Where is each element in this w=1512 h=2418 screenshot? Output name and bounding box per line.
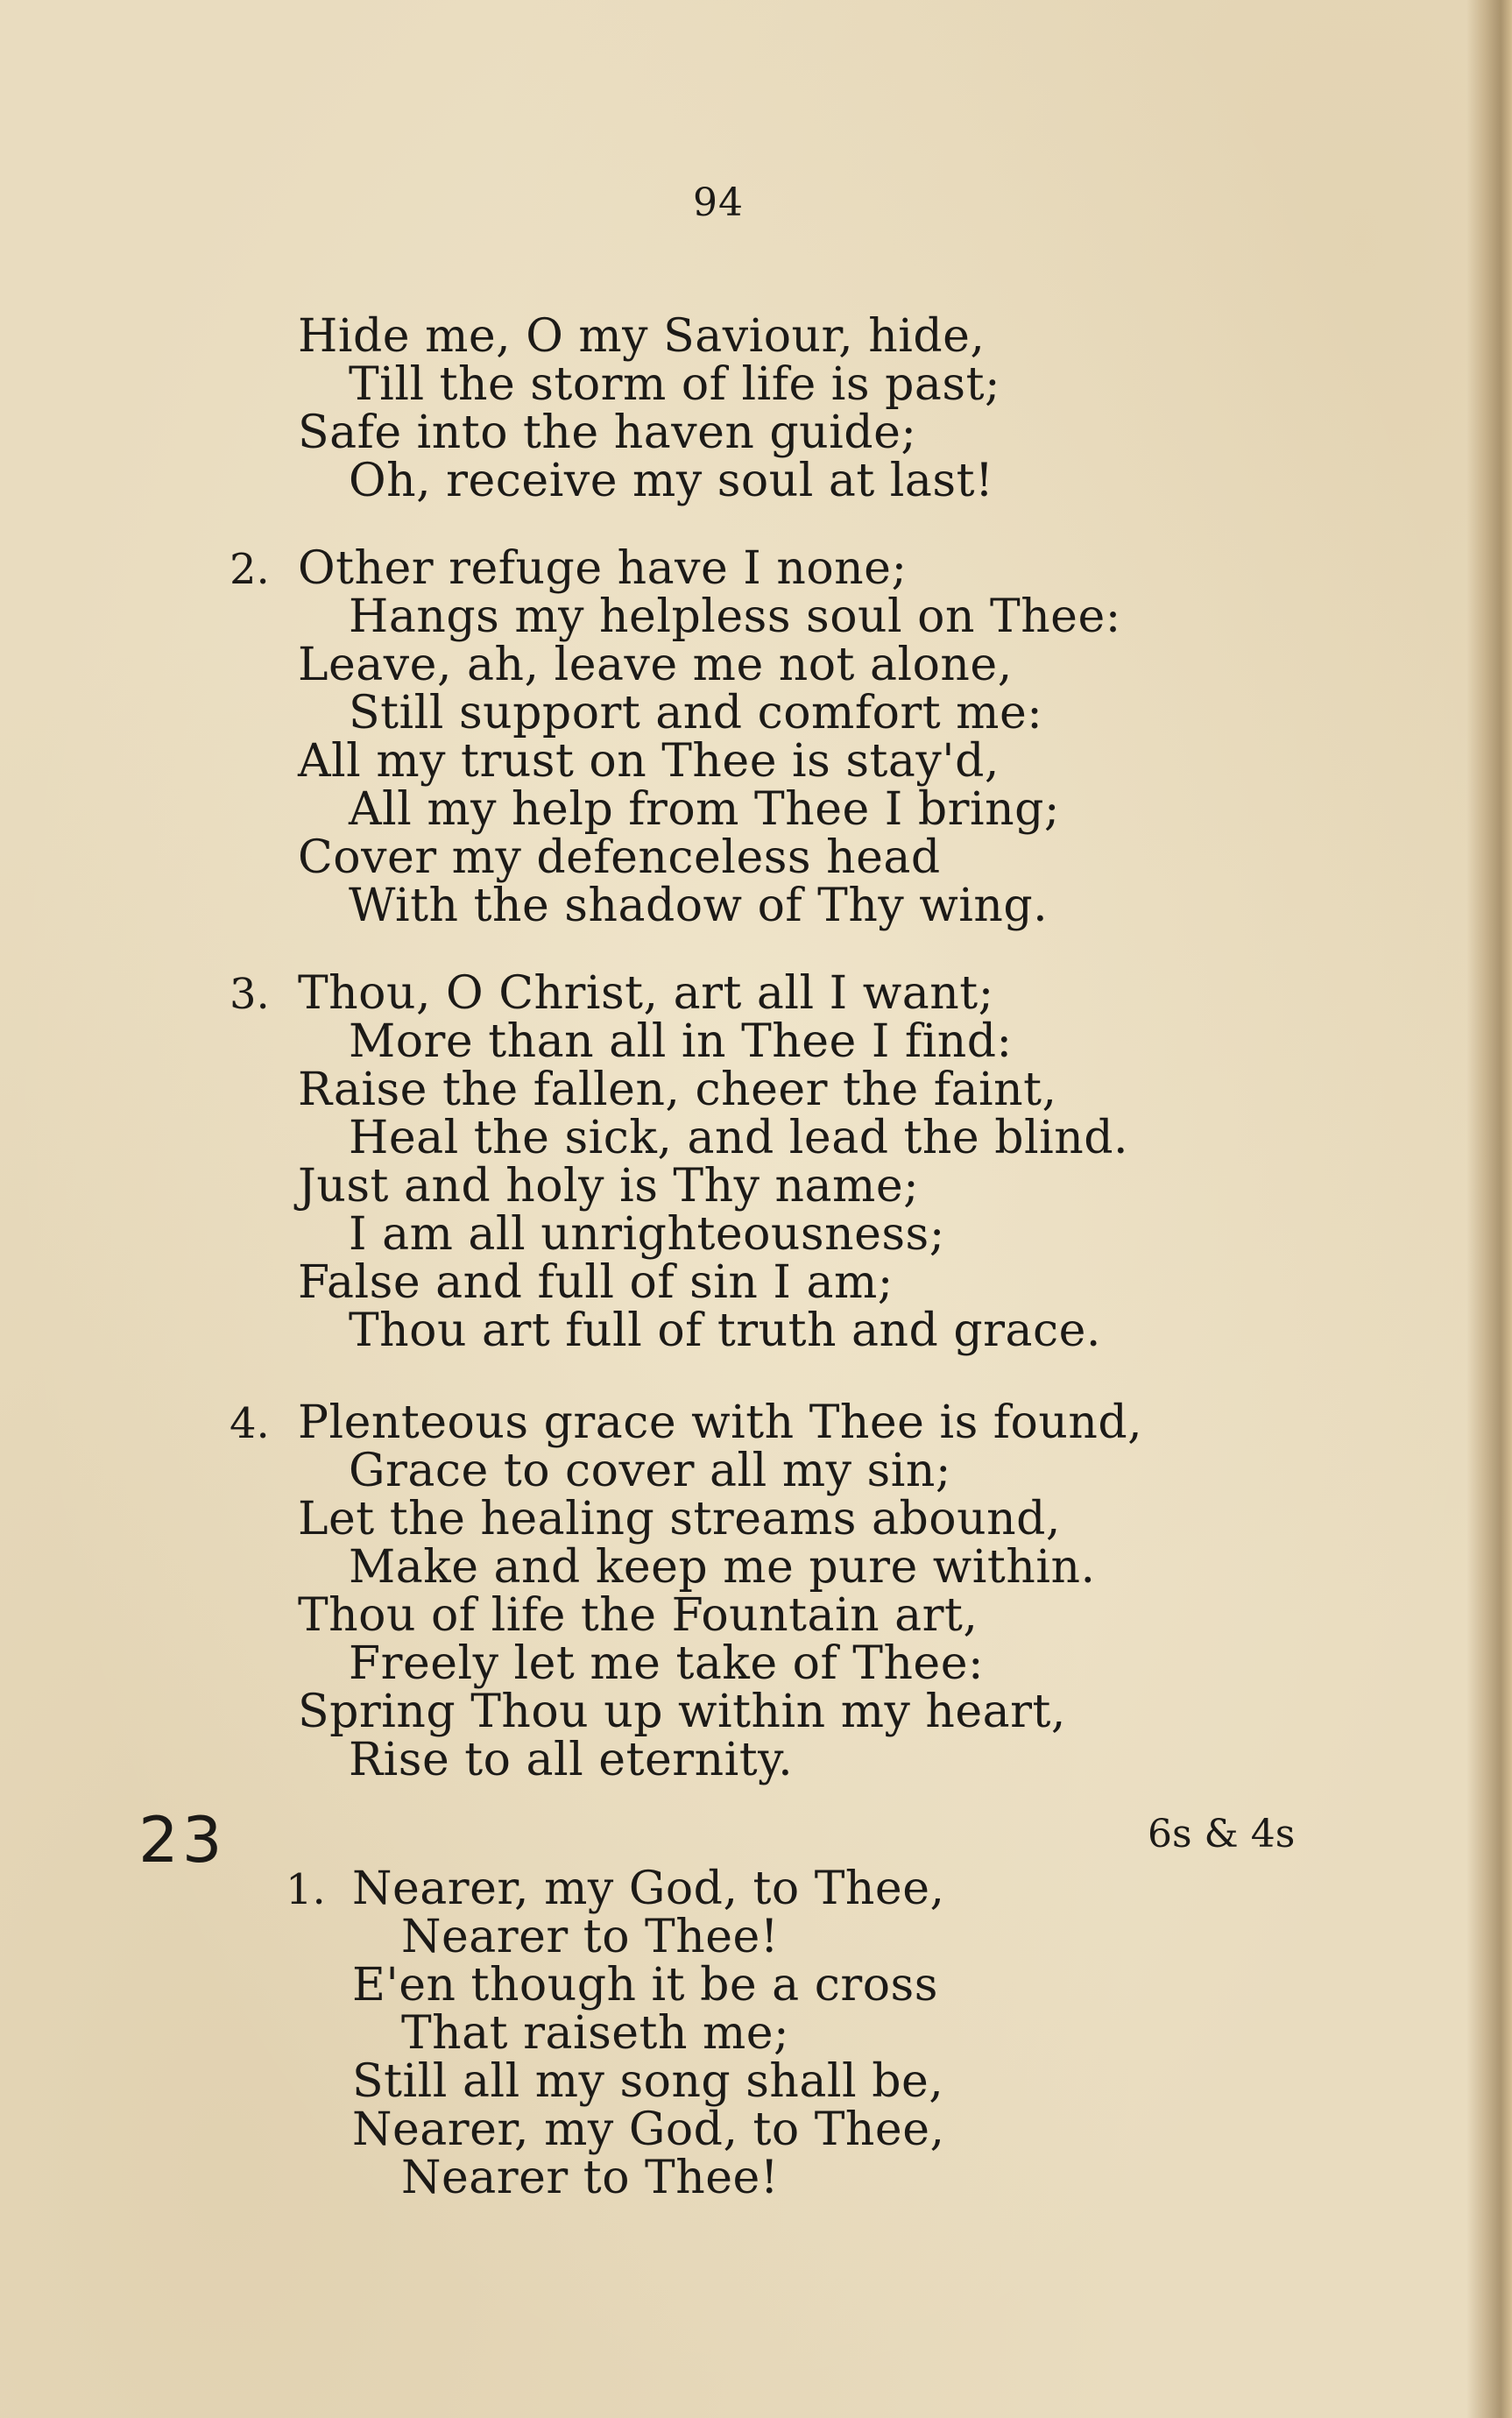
stanza-line: Spring Thou up within my heart, bbox=[298, 1686, 1066, 1738]
verse-number: 4. bbox=[230, 1399, 270, 1448]
stanza-line: All my help from Thee I bring; bbox=[349, 783, 1060, 836]
stanza-line: I am all unrighteousness; bbox=[349, 1208, 945, 1261]
stanza-line: Other refuge have I none; bbox=[298, 542, 908, 595]
stanza-line: Heal the sick, and lead the blind. bbox=[349, 1112, 1129, 1164]
stanza-line: Hide me, O my Saviour, hide, bbox=[298, 310, 986, 363]
stanza-line: Till the storm of life is past; bbox=[349, 358, 1001, 411]
stanza-line: Leave, ah, leave me not alone, bbox=[298, 639, 1013, 691]
stanza-line: Nearer to Thee! bbox=[401, 1911, 780, 1963]
stanza-line: Nearer, my God, to Thee, bbox=[352, 1863, 945, 1915]
stanza-line: Still support and comfort me: bbox=[349, 687, 1043, 739]
stanza-line: Let the healing streams abound, bbox=[298, 1493, 1061, 1545]
stanza-line: Rise to all eternity. bbox=[349, 1734, 794, 1786]
verse-number: 3. bbox=[230, 970, 270, 1019]
hymn-meter: 6s & 4s bbox=[1148, 1812, 1296, 1856]
stanza-line: Raise the fallen, cheer the faint, bbox=[298, 1064, 1057, 1116]
stanza-line: With the shadow of Thy wing. bbox=[349, 880, 1049, 932]
stanza-line: Hangs my helpless soul on Thee: bbox=[349, 590, 1121, 643]
stanza-line: That raiseth me; bbox=[401, 2007, 790, 2060]
stanza-line: Freely let me take of Thee: bbox=[349, 1637, 984, 1690]
stanza-line: Still all my song shall be, bbox=[352, 2055, 944, 2108]
stanza-line: Nearer, my God, to Thee, bbox=[352, 2103, 945, 2156]
stanza-line: Just and holy is Thy name; bbox=[298, 1160, 920, 1213]
stanza-line: False and full of sin I am; bbox=[298, 1256, 894, 1309]
stanza-line: Safe into the haven guide; bbox=[298, 407, 917, 459]
stanza-line: Make and keep me pure within. bbox=[349, 1541, 1096, 1594]
stanza-line: Grace to cover all my sin; bbox=[349, 1445, 951, 1497]
verse-number: 2. bbox=[230, 545, 270, 594]
stanza-line: E'en though it be a cross bbox=[352, 1959, 938, 2011]
stanza-line: Plenteous grace with Thee is found, bbox=[298, 1396, 1143, 1449]
stanza-line: Cover my defenceless head bbox=[298, 831, 941, 884]
stanza-line: Thou, O Christ, art all I want; bbox=[298, 967, 994, 1020]
stanza-line: Oh, receive my soul at last! bbox=[349, 455, 994, 507]
stanza-line: Thou of life the Fountain art, bbox=[298, 1589, 979, 1642]
stanza-line: All my trust on Thee is stay'd, bbox=[298, 735, 1000, 788]
page-edge bbox=[1466, 0, 1512, 2418]
hymn-number: 23 bbox=[138, 1803, 226, 1877]
page-number: 94 bbox=[693, 180, 744, 225]
stanza-line: Thou art full of truth and grace. bbox=[349, 1304, 1101, 1357]
verse-number: 1. bbox=[286, 1865, 326, 1914]
stanza-line: More than all in Thee I find: bbox=[349, 1015, 1013, 1068]
stanza-line: Nearer to Thee! bbox=[401, 2152, 780, 2204]
